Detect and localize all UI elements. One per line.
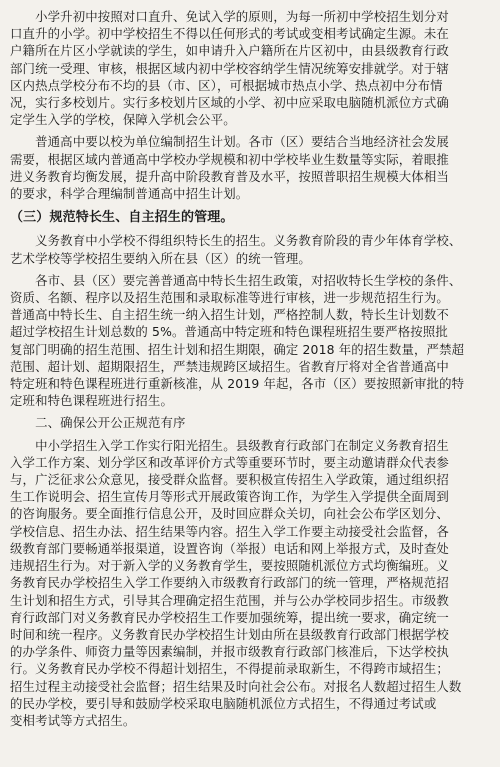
text-line: 育行政部门对义务教育民办学校招生工作要加强统筹，提出统一要求，确定统一 <box>10 609 449 625</box>
text-line: 的办学条件、师资力量等因素编制，并报市级教育行政部门核准后，下达学校执 <box>10 644 449 660</box>
text-line: 的咨询服务。要全面推行信息公开，及时回应群众关切，向社会公布学区划分、 <box>10 506 449 522</box>
paragraph <box>10 437 491 729</box>
text-line: 户籍所在片区小学就读的学生，如申请升入户籍所在片区初中，由县级教育行政 <box>10 43 449 59</box>
text-line: 行。义务教育民办学校不得超计划招生，不得提前录取新生，不得跨市域招生； <box>10 661 449 677</box>
text-line: 况，实行多校划片。实行多校划片区域的小学、初中应采取电脑随机派位方式确 <box>10 95 449 111</box>
text-line: 务教育民办学校招生入学工作要纳入市级教育行政部门的统一管理，严格规范招 <box>10 575 449 591</box>
text-line: 口直升的小学。初中学校招生不得以任何形式的考试或变相考试确定生源。未在 <box>10 26 449 42</box>
section-heading <box>10 209 491 226</box>
text-line: 中小学招生入学工作实行阳光招生。县级教育行政部门在制定义务教育招生 <box>10 437 449 453</box>
text-line: 进义务教育均衡发展，提升高中阶段教育普及水平，按照普职招生规模大体相当 <box>10 168 449 184</box>
text-line: 二、确保公开公正规范有序 <box>10 415 186 431</box>
text-line: 需要，根据区域内普通高中学校办学规模和初中学校毕业生数量等实际，着眼推 <box>10 151 449 167</box>
paragraph <box>10 272 491 410</box>
text-line: 小学升初中按照对口直升、免试入学的原则，为每一所初中学校招生划分对 <box>10 9 449 24</box>
text-line: （三）规范特长生、自主招生的管理。 <box>10 210 234 226</box>
paragraph <box>10 232 491 266</box>
text-line: 超过学校招生计划总数的 5%。普通高中特定班和特色课程班招生要严格按照批 <box>10 324 448 340</box>
text-line: 招生过程主动接受社会监督；招生结果及时向社会公布。对报名人数超过招生人数 <box>10 678 462 694</box>
text-line: 艺术学校等学校招生要纳入所在县（区）的统一管理。 <box>10 250 311 266</box>
text-line: 定学生入学的学校，保障入学机会公平。 <box>10 112 236 128</box>
text-line: 生计划和招生方式，引导其合理确定招生范围，并与公办学校同步招生。市级教 <box>10 592 449 608</box>
paragraph <box>10 133 491 202</box>
text-line: 违规招生行为。对于新入学的义务教育学生，要按照随机派位方式均衡编班。义 <box>10 558 449 574</box>
paragraph-gap <box>10 202 491 207</box>
text-line: 各市、县（区）要完善普通高中特长生招生政策，对招收特长生学校的条件、 <box>10 272 462 288</box>
text-line: 的要求，科学合理编制普通高中招生计划。 <box>10 186 249 202</box>
text-line: 变相考试等方式招生。 <box>10 712 136 728</box>
text-line: 时间和统一程序。义务教育民办学校招生计划由所在县级教育行政部门根据学校 <box>10 626 449 642</box>
text-line: 资质、名额、程序以及招生范围和录取标准等进行审核，进一步规范招生行为。 <box>10 290 449 306</box>
paragraph <box>10 414 491 431</box>
paragraph <box>10 8 491 128</box>
text-line: 普通高中要以校为单位编制招生计划。各市（区）要结合当地经济社会发展 <box>10 134 449 150</box>
text-line: 的民办学校，要引导和鼓励学校采取电脑随机派位方式招生，不得通过考试或 <box>10 695 437 711</box>
text-line: 部门统一受理、审核，根据区域内初中学校容纳学生情况统筹安排就学。对于辖 <box>10 60 449 76</box>
text-line: 复部门明确的招生范围、招生计划和招生期限，确定 2018 年的招生数量，严禁超 <box>10 341 465 357</box>
text-line: 范围、超计划、超期限招生，严禁违规跨区域招生。省教育厅将对全省普通高中 <box>10 358 449 374</box>
text-line: 特定班和特色课程班进行重新核准，从 2019 年起，各市（区）要按照新审批的特 <box>10 376 465 392</box>
text-line: 入学工作方案、划分学区和改革评价方式等重要环节时，要主动邀请群众代表参 <box>10 454 449 470</box>
text-line: 定班和特色课程班进行招生。 <box>10 393 174 409</box>
text-line: 义务教育中小学校不得组织特长生的招生。义务教育阶段的青少年体育学校、 <box>10 233 462 249</box>
text-line: 与，广泛征求公众意见，接受群众监督。要积极宣传招生入学政策，通过组织招 <box>10 472 449 488</box>
text-line: 生工作说明会、招生宣传月等形式开展政策咨询工作，为学生入学提供全面周到 <box>10 489 449 505</box>
text-line: 区内热点学校分布不均的县（市、区），可根据城市热点小学、热点初中分布情 <box>10 77 443 93</box>
text-line: 普通高中特长生、自主招生统一纳入招生计划，严格控制人数，特长生计划数不 <box>10 307 449 323</box>
text-line: 级教育部门要畅通举报渠道，设置咨询（举报）电话和网上举报方式，及时查处 <box>10 540 449 556</box>
text-line: 学校信息、招生办法、招生结果等内容。招生入学工作要主动接受社会监督，各 <box>10 523 449 539</box>
